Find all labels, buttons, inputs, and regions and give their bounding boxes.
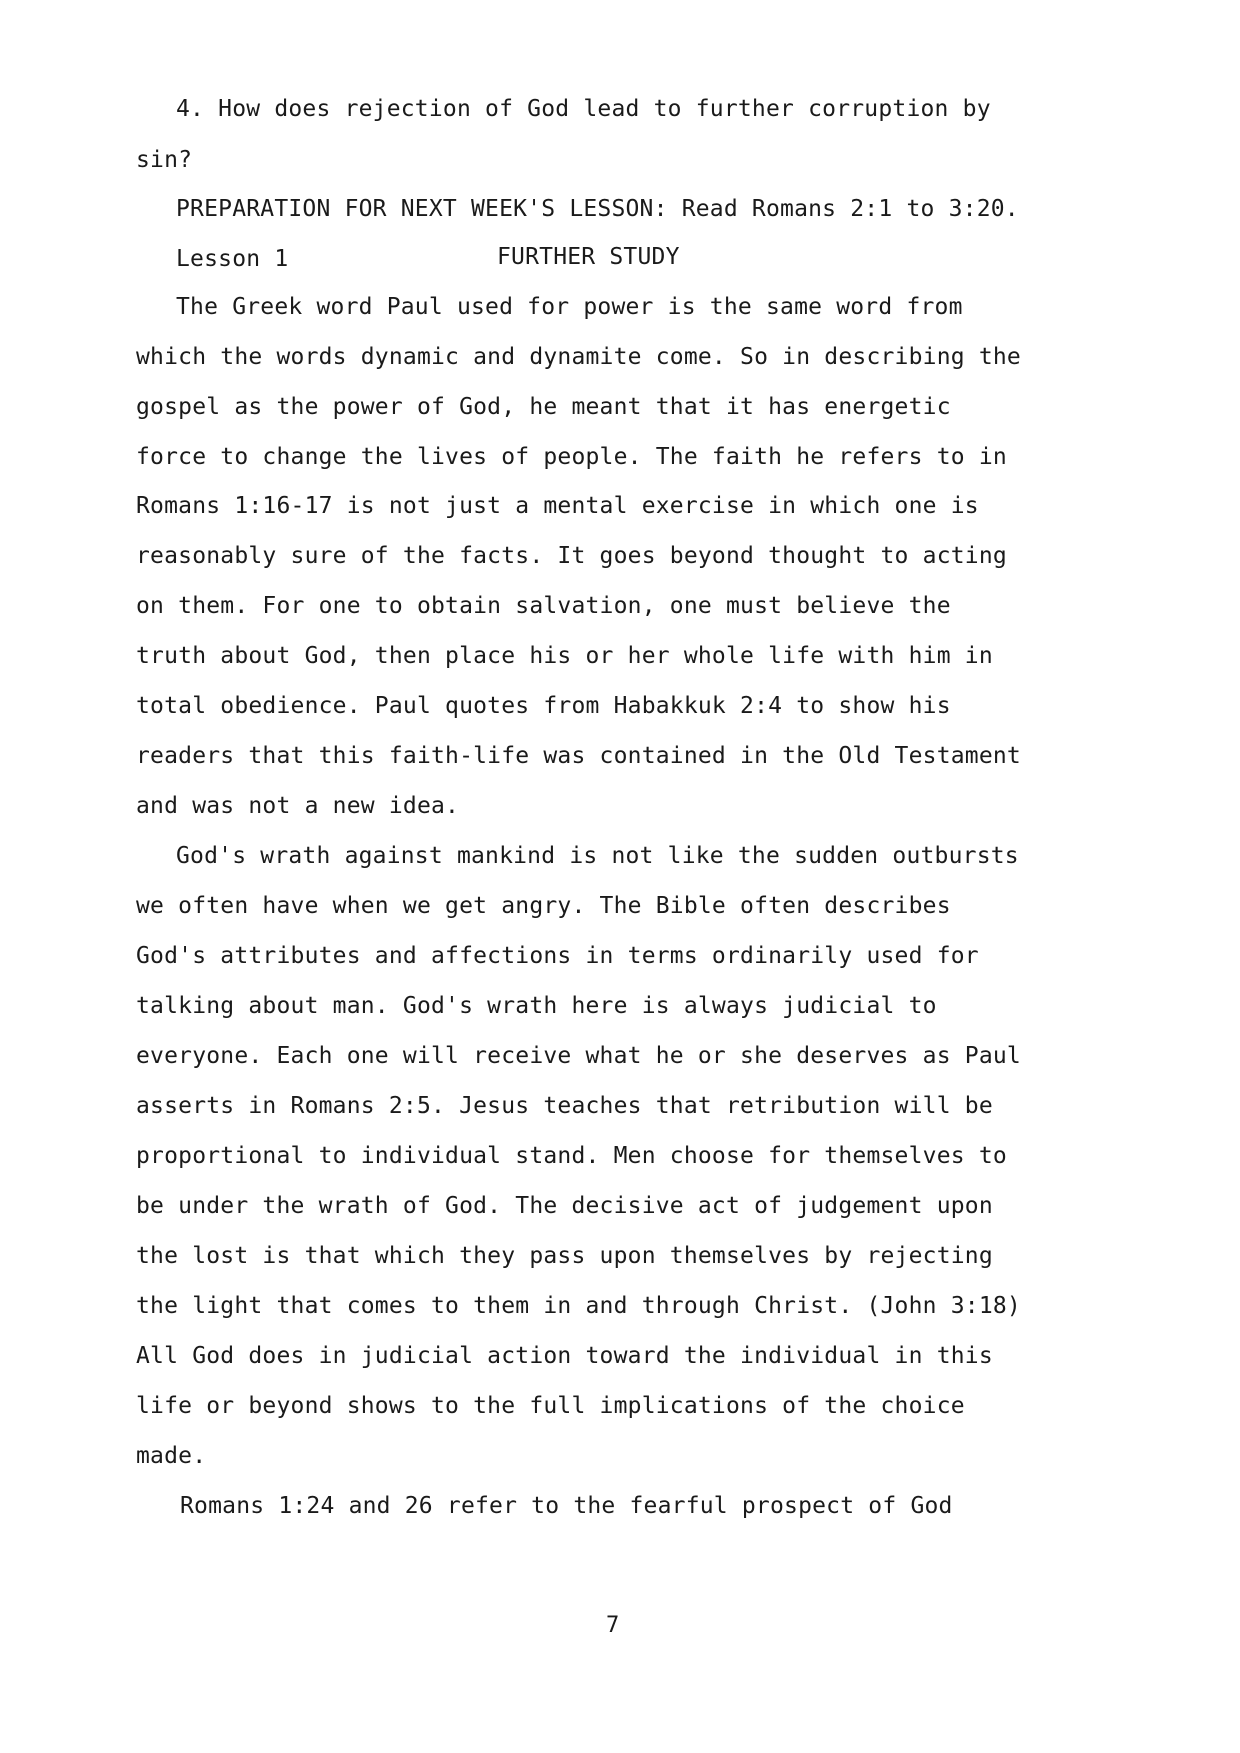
paragraph-2-line-7: proportional to individual stand. Men choose for themselves to: [136, 1143, 1007, 1169]
question-line-2: sin?: [136, 147, 193, 173]
paragraph-2-line-5: everyone. Each one will receive what he or she deserves as Paul: [136, 1043, 1021, 1069]
paragraph-1-line-6: reasonably sure of the facts. It goes beyond thought to acting: [136, 543, 1007, 569]
paragraph-1-line-1: The Greek word Paul used for power is the same word from: [176, 294, 963, 320]
question-line-1: 4. How does rejection of God lead to further corruption by: [176, 96, 991, 122]
paragraph-2-line-13: made.: [136, 1443, 207, 1469]
lesson-label: Lesson 1: [176, 246, 289, 272]
paragraph-1-line-5: Romans 1:16-17 is not just a mental exercise in which one is: [136, 493, 979, 519]
paragraph-2-line-6: asserts in Romans 2:5. Jesus teaches that retribution will be: [136, 1093, 993, 1119]
paragraph-1-line-4: force to change the lives of people. The faith he refers to in: [136, 444, 1007, 470]
paragraph-1-line-2: which the words dynamic and dynamite come. So in describing the: [136, 344, 1021, 370]
paragraph-1-line-10: readers that this faith-life was contained in the Old Testament: [136, 743, 1021, 769]
paragraph-2-line-3: God's attributes and affections in terms ordinarily used for: [136, 943, 979, 969]
page-number: 7: [606, 1613, 620, 1638]
paragraph-1-line-11: and was not a new idea.: [136, 793, 460, 819]
paragraph-2-line-11: All God does in judicial action toward the individual in this: [136, 1343, 993, 1369]
paragraph-2-line-4: talking about man. God's wrath here is always judicial to: [136, 993, 937, 1019]
paragraph-2-line-1: God's wrath against mankind is not like the sudden outbursts: [176, 843, 1019, 869]
paragraph-1-line-8: truth about God, then place his or her whole life with him in: [136, 643, 993, 669]
paragraph-1-line-9: total obedience. Paul quotes from Habakkuk 2:4 to show his: [136, 693, 951, 719]
section-heading: FURTHER STUDY: [497, 244, 680, 270]
paragraph-2-line-2: we often have when we get angry. The Bible often describes: [136, 893, 951, 919]
paragraph-2-line-9: the lost is that which they pass upon themselves by rejecting: [136, 1243, 993, 1269]
paragraph-1-line-3: gospel as the power of God, he meant that it has energetic: [136, 394, 951, 420]
paragraph-2-line-12: life or beyond shows to the full implications of the choice: [136, 1393, 965, 1419]
paragraph-3-line-1: Romans 1:24 and 26 refer to the fearful prospect of God: [180, 1493, 953, 1519]
paragraph-2-line-10: the light that comes to them in and through Christ. (John 3:18): [136, 1293, 1021, 1319]
preparation-note: PREPARATION FOR NEXT WEEK'S LESSON: Read Romans 2:1 to 3:20.: [176, 196, 1019, 222]
paragraph-1-line-7: on them. For one to obtain salvation, one must believe the: [136, 593, 951, 619]
paragraph-2-line-8: be under the wrath of God. The decisive act of judgement upon: [136, 1193, 993, 1219]
